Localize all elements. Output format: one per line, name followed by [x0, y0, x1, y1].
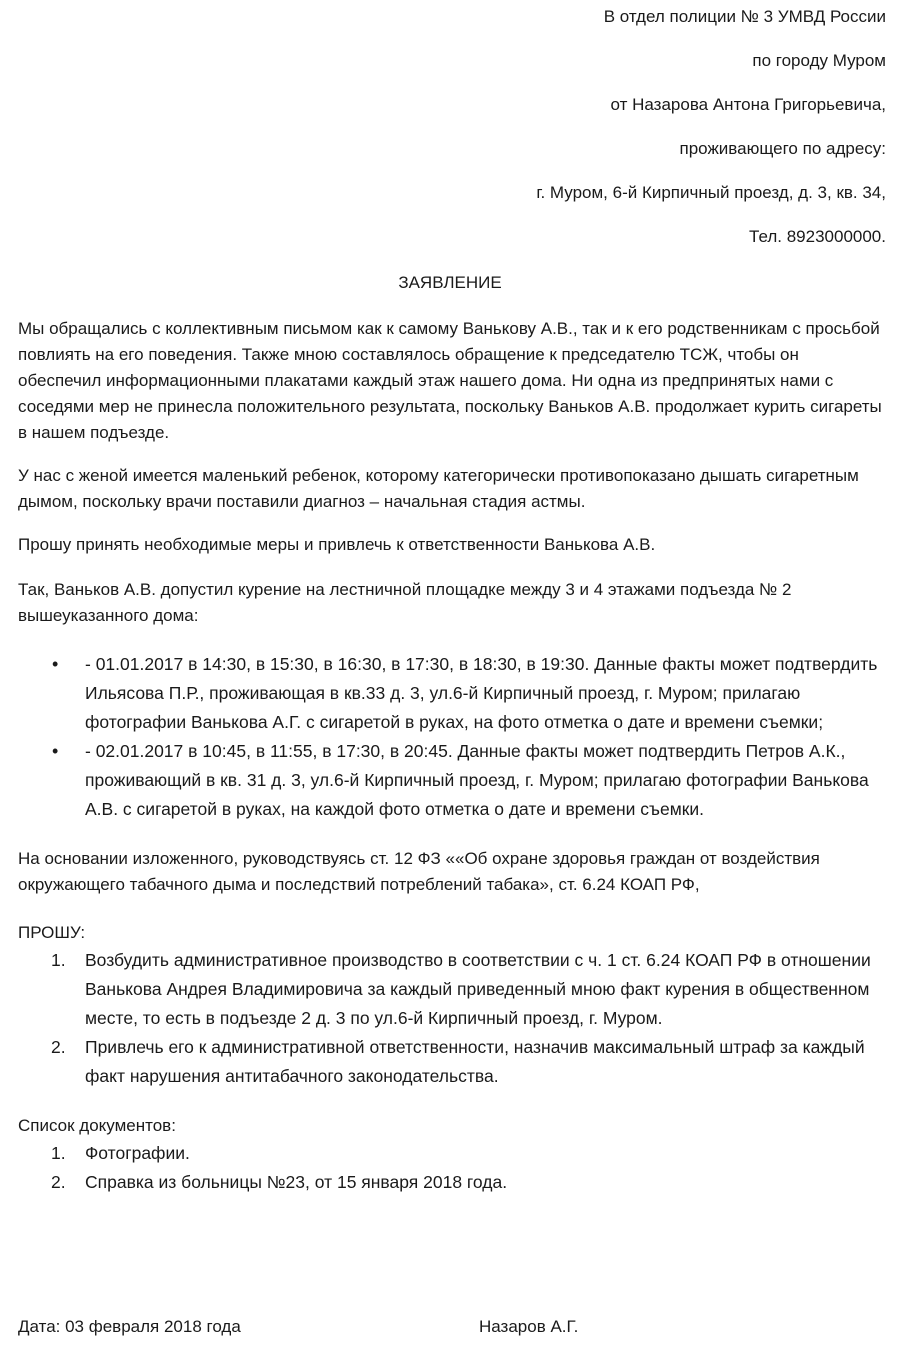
- addressee-block: [536, 6, 886, 270]
- applicant-phone: Тел. 8923000000.: [749, 227, 886, 246]
- signature-name: Назаров А.Г.: [479, 1317, 579, 1336]
- bullet-marker: •: [52, 654, 59, 674]
- request-text: Привлечь его к административной ответственности, назначив максимальный штраф за каждый факт нарушения антитабачного законодательства.: [85, 1037, 865, 1086]
- list-item: [18, 946, 884, 1033]
- list-item: [18, 737, 884, 824]
- incident-text: - 02.01.2017 в 10:45, в 11:55, в 17:30, в 20:45. Данные факты может подтвердить Петров А.К., проживающий в кв. 31 д. 3, ул.6-й Кирпичный проезд, г. Муром; прилагаю фотографии Ванькова А.В. с сигаретой в руках, на каждой фото отметка о дате и времени съемки.: [85, 741, 869, 819]
- documents-heading: Список документов:: [18, 1116, 176, 1135]
- bullet-marker: •: [52, 741, 59, 761]
- applicant-address-label: проживающего по адресу:: [679, 139, 886, 158]
- document-title: ЗАЯВЛЕНИЕ: [398, 273, 502, 292]
- paragraph-appeals: Мы обращались с коллективным письмом как к самому Ванькову А.В., так и к его родственникам с просьбой повлиять на его поведения. Также мною составлялось обращение к председателю ТСЖ, чтобы он обеспечил информационными плакатами каждый этаж нашего дома. Ни одна из предпринятых нами с соседями мер не принесла положительного результата, поскольку Ваньков А.В. продолжает курить сигареты в нашем подъезде.: [18, 319, 882, 442]
- paragraph-legal-basis: На основании изложенного, руководствуясь ст. 12 ФЗ ««Об охране здоровья граждан от воздействия окружающего табачного дыма и последствий потреблений табака», ст. 6.24 КОАП РФ,: [18, 849, 820, 894]
- document-item: Справка из больницы №23, от 15 января 2018 года.: [85, 1172, 508, 1192]
- list-item: [18, 1033, 884, 1091]
- addressee-police-dept: В отдел полиции № 3 УМВД России: [603, 7, 886, 26]
- request-text: Возбудить административное производство в соответствии с ч. 1 ст. 6.24 КОАП РФ в отношении Ванькова Андрея Владимировича за каждый приведенный мною факт курения в общественном месте, то есть в подъезде 2 д. 3 по ул.6-й Кирпичный проезд, г. Муром.: [85, 950, 871, 1028]
- list-number: 1.: [51, 1143, 66, 1163]
- list-item: [18, 650, 884, 737]
- list-number: 1.: [51, 950, 66, 970]
- documents-list: [18, 1139, 884, 1197]
- list-item: [18, 1139, 884, 1168]
- applicant-address: г. Муром, 6-й Кирпичный проезд, д. 3, кв. 34,: [536, 183, 886, 202]
- paragraph-child-health: У нас с женой имеется маленький ребенок, которому категорически противопоказано дышать сигаретным дымом, поскольку врачи поставили диагноз – начальная стадия астмы.: [18, 466, 859, 511]
- document-body: [18, 316, 884, 1197]
- request-heading: ПРОШУ:: [18, 923, 86, 942]
- paragraph-smoking-incidents: Так, Ваньков А.В. допустил курение на лестничной площадке между 3 и 4 этажами подъезда № 2 вышеуказанного дома:: [18, 580, 792, 625]
- addressee-city: по городу Муром: [752, 51, 886, 70]
- list-item: [18, 1168, 884, 1197]
- incident-list: [18, 650, 884, 824]
- request-list: [18, 946, 884, 1091]
- document-item: Фотографии.: [85, 1143, 190, 1163]
- incident-text: - 01.01.2017 в 14:30, в 15:30, в 16:30, в 17:30, в 18:30, в 19:30. Данные факты может подтвердить Ильясова П.Р., проживающая в кв.33 д. 3, ул.6-й Кирпичный проезд, г. Муром; прилагаю фотографии Ванькова А.Г. с сигаретой в руках, на фото отметка о дате и времени съемки;: [85, 654, 878, 732]
- applicant-name: от Назарова Антона Григорьевича,: [610, 95, 886, 114]
- paragraph-request-measures: Прошу принять необходимые меры и привлечь к ответственности Ванькова А.В.: [18, 535, 656, 554]
- list-number: 2.: [51, 1037, 66, 1057]
- statement-date: Дата: 03 февраля 2018 года: [18, 1317, 241, 1336]
- list-number: 2.: [51, 1172, 66, 1192]
